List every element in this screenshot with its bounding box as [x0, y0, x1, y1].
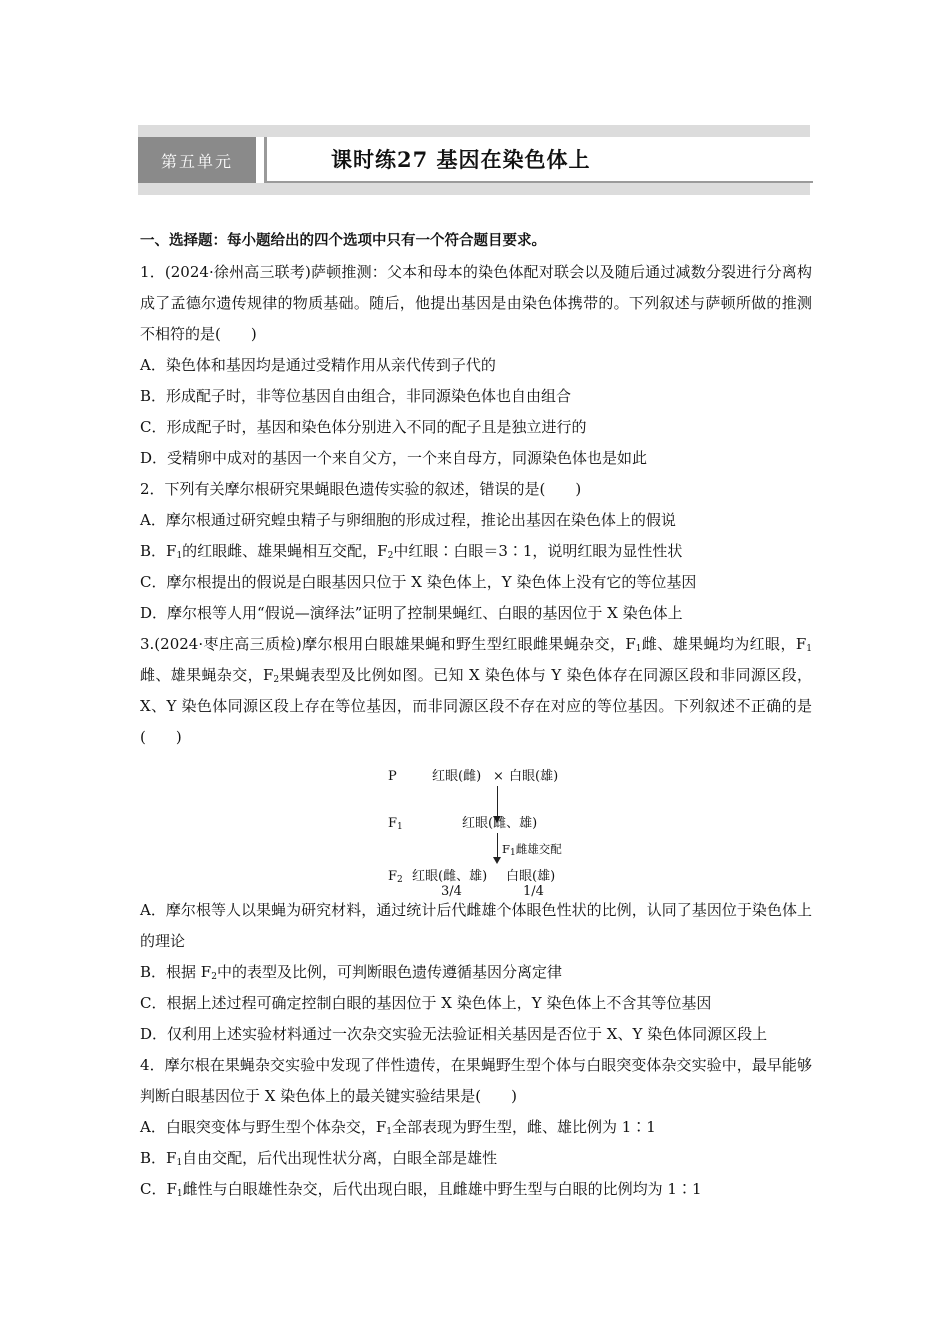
question-4-option-a: [140, 1112, 812, 1143]
subscript: 2: [387, 551, 394, 561]
header-band-bottom: [138, 183, 810, 195]
text-run: F: [388, 816, 398, 831]
question-1-option-d: D．受精卵中成对的基因一个来自父方，一个来自母方，同源染色体也是如此: [140, 449, 648, 467]
text-run: 中红眼∶白眼＝3∶1，说明红眼为显性性状: [393, 542, 683, 560]
subscript: 2: [273, 675, 280, 685]
p-generation-label: P: [388, 769, 397, 784]
header-band-top: [138, 125, 810, 137]
text-run: 3.(2024·枣庄高三质检)摩尔根用白眼雄果蝇和野生型红眼雌果蝇杂交，F: [140, 635, 636, 653]
question-4-option-b: [140, 1143, 812, 1174]
f2-white-ratio: 1/4: [523, 884, 544, 899]
f1-generation-label: [388, 808, 403, 839]
unit-label: 第五单元: [138, 137, 256, 183]
question-3-option-c: C．根据上述过程可确定控制白眼的基因位于 X 染色体上，Y 染色体上不含其等位基因: [140, 994, 712, 1012]
subscript: 1: [176, 1189, 183, 1199]
question-2-stem: 2．下列有关摩尔根研究果蝇眼色遗传实验的叙述，错误的是( ): [140, 480, 582, 498]
question-2-option-a: A．摩尔根通过研究蝗虫精子与卵细胞的形成过程，推论出基因在染色体上的假说: [140, 511, 676, 529]
subscript: 1: [635, 644, 642, 654]
text-run: B．F: [140, 542, 177, 560]
subscript: 1: [806, 644, 812, 654]
f2-white-phenotype: 白眼(雄): [506, 869, 556, 884]
text-run: 雌性与白眼雄性杂交，后代出现白眼，且雌雄中野生型与白眼的比例均为 1∶1: [182, 1180, 702, 1198]
question-2-option-b: [140, 536, 812, 567]
text-run: 自由交配，后代出现性状分离，白眼全部是雄性: [182, 1149, 498, 1167]
question-1-option-b: B．形成配子时，非等位基因自由组合，非同源染色体也自由组合: [140, 387, 572, 405]
question-1-option-c: C．形成配子时，基因和染色体分别进入不同的配子且是独立进行的: [140, 418, 587, 436]
lesson-title: 课时练27 基因在染色体上: [331, 147, 591, 172]
text-run: 的红眼雌、雄果蝇相互交配，F: [182, 542, 388, 560]
subscript: 1: [386, 1127, 392, 1137]
f2-red-ratio: 3/4: [441, 884, 462, 899]
question-2-option-c: C．摩尔根提出的假说是白眼基因只位于 X 染色体上，Y 染色体上没有它的等位基因: [140, 573, 697, 591]
subscript: 2: [211, 972, 217, 982]
text-run: 雌、雄果蝇均为红眼，F: [641, 635, 807, 653]
lesson-header: [138, 125, 810, 195]
cross-diagram: [140, 755, 812, 899]
question-1-option-a: A．染色体和基因均是通过受精作用从亲代传到子代的: [140, 356, 496, 374]
text-run: B．F: [140, 1149, 177, 1167]
f2-generation-label: [388, 861, 403, 892]
text-run: 中的表型及比例，可判断眼色遗传遵循基因分离定律: [216, 963, 562, 981]
text-run: 全部表现为野生型，雌、雄比例为 1∶1: [391, 1118, 656, 1136]
f1-phenotype: 红眼(雌、雄): [462, 816, 538, 831]
question-1-stem: 1．(2024·徐州高三联考)萨顿推测：父本和母本的染色体配对联会以及随后通过减数分裂进行分离构成了孟德尔遗传规律的物质基础。随后，他提出基因是由染色体携带的。下列叙述与萨顿所做的推测不相符的是( ): [140, 263, 812, 343]
question-4-stem: 4．摩尔根在果蝇杂交实验中发现了伴性遗传，在果蝇野生型个体与白眼突变体杂交实验中，最早能够判断白眼基因位于 X 染色体上的最关键实验结果是( ): [140, 1056, 812, 1105]
section-heading: 一、选择题：每小题给出的四个选项中只有一个符合题目要求。: [140, 233, 546, 249]
question-2-option-d: D．摩尔根等人用“假说—演绎法”证明了控制果蝇红、白眼的基因位于 X 染色体上: [140, 604, 683, 622]
cross-symbol: ×: [493, 769, 504, 784]
question-3-option-d: D．仅利用上述实验材料通过一次杂交实验无法验证相关基因是否位于 X、Y 染色体同源区段上: [140, 1025, 768, 1043]
subscript: 2: [397, 875, 403, 885]
text-run: B．根据 F: [140, 963, 212, 981]
question-3-option-b: [140, 957, 812, 988]
text-run: 果蝇表型及比例如图。已知 X 染色体与 Y 染色体存在同源区段和非同源区段，X、Y 染色体同源区段上存在等位基因，而非同源区段不存在对应的等位基因。下列叙述不正确的是( ): [140, 666, 812, 746]
text-run: C．F: [140, 1180, 177, 1198]
arrow-head: [493, 857, 501, 864]
text-run: F: [502, 842, 510, 856]
question-3-stem: [140, 629, 812, 753]
subscript: 1: [176, 551, 183, 561]
question-3-option-a: A．摩尔根等人以果蝇为研究材料，通过统计后代雌雄个体眼色性状的比例，认同了基因位于染色体上的理论: [140, 901, 812, 950]
text-run: 雌、雄果蝇杂交，F: [140, 666, 274, 684]
question-4-option-c: [140, 1174, 812, 1205]
p-male-phenotype: 白眼(雄): [509, 769, 559, 784]
subscript: 1: [509, 848, 516, 858]
subscript: 1: [397, 822, 403, 832]
text-run: 雌雄交配: [515, 842, 562, 856]
f2-red-phenotype: 红眼(雌、雄): [412, 869, 488, 884]
subscript: 1: [176, 1158, 183, 1168]
document-body: [140, 226, 812, 1205]
lesson-title-box: [264, 137, 813, 183]
text-run: A．白眼突变体与野生型个体杂交，F: [140, 1118, 387, 1136]
arrow-line: [497, 833, 498, 859]
p-female-phenotype: 红眼(雌): [432, 769, 482, 784]
text-run: F: [388, 869, 398, 884]
